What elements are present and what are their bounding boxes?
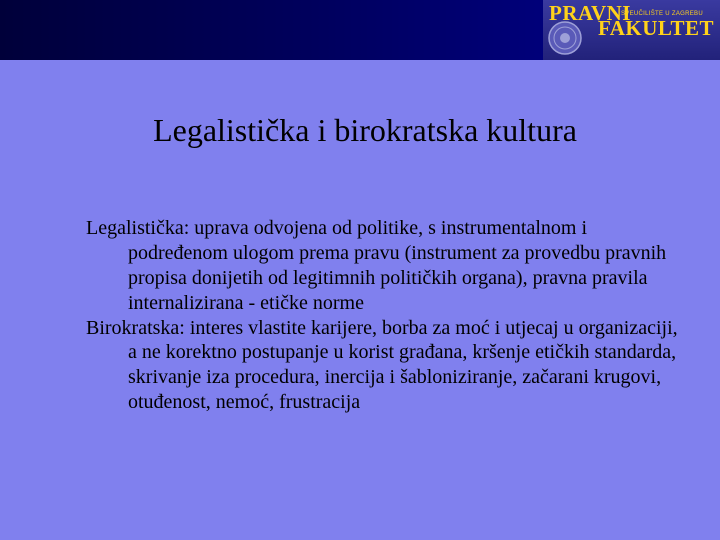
logo-word-pravni: PRAVNI <box>549 1 631 25</box>
faculty-logo <box>543 0 720 60</box>
slide-title: Legalistička i birokratska kultura <box>153 112 577 148</box>
logo-word-fakultet: FAKULTET <box>598 16 715 40</box>
paragraph-birokratska: Birokratska: interes vlastite karijere, borba za moć i utjecaj u organizaciji, a ne korektno postupanje u korist građana, kršenje etičkih standarda, skrivanje iza procedura, inercija i šabloniziranje, začarani krugovi, otuđenost, nemoć, frustracija <box>86 316 678 414</box>
slide-body <box>86 216 686 415</box>
logo-university-name: SVEUČILIŠTE U ZAGREBU <box>621 11 703 17</box>
paragraph-legalisticka: Legalistička: uprava odvojena od politike, s instrumentalnom i podređenom ulogom prema pravu (instrument za provedbu pravnih propisa donijetih od legitimnih političkih organa), pravna pravila internalizirana - etičke norme <box>86 217 667 314</box>
